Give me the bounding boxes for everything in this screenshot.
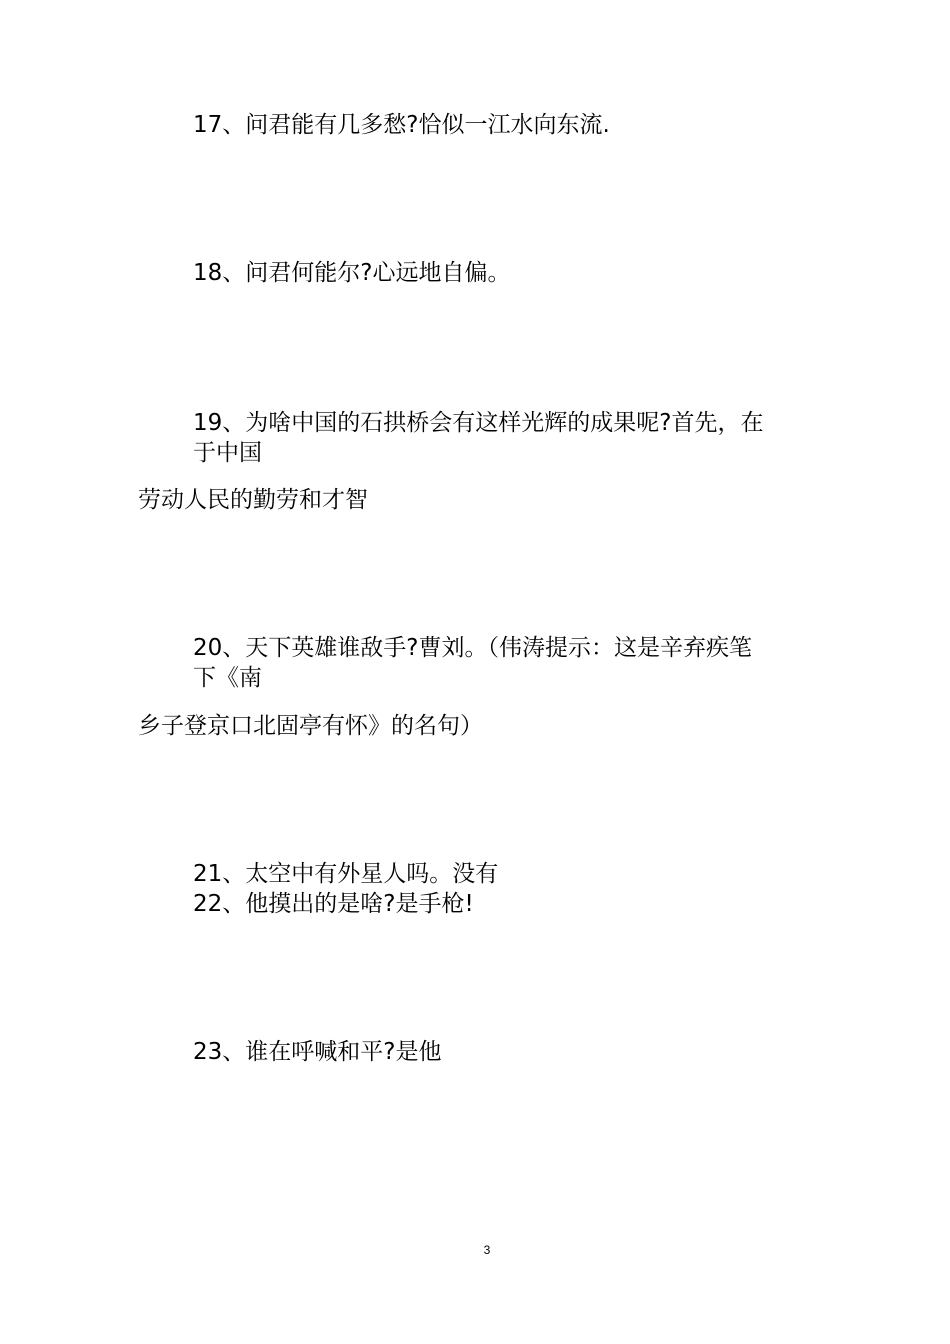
- paragraph-17: 17、问君能有几多愁?恰似一江水向东流.: [193, 112, 610, 138]
- paragraph-20-line-3: 乡子登京口北固亭有怀》的名句）: [138, 713, 483, 739]
- paragraph-19-line-3: 劳动人民的勤劳和才智: [138, 487, 368, 513]
- paragraph-23: 23、谁在呼喊和平?是他: [193, 1039, 442, 1065]
- paragraph-20-line-2: 下《南: [193, 665, 262, 691]
- paragraph-20-line-1: 20、天下英雄谁敌手?曹刘。（伟涛提示：这是辛弃疾笔: [193, 635, 752, 661]
- paragraph-21: 21、太空中有外星人吗。没有: [193, 861, 499, 887]
- paragraph-22: 22、他摸出的是啥?是手枪!: [193, 891, 474, 917]
- paragraph-19-line-2: 于中国: [193, 440, 262, 466]
- page-number: 3: [483, 1243, 491, 1257]
- paragraph-18: 18、问君何能尔?心远地自偏。: [193, 260, 511, 286]
- paragraph-19-line-1: 19、为啥中国的石拱桥会有这样光辉的成果呢?首先，在: [193, 410, 764, 436]
